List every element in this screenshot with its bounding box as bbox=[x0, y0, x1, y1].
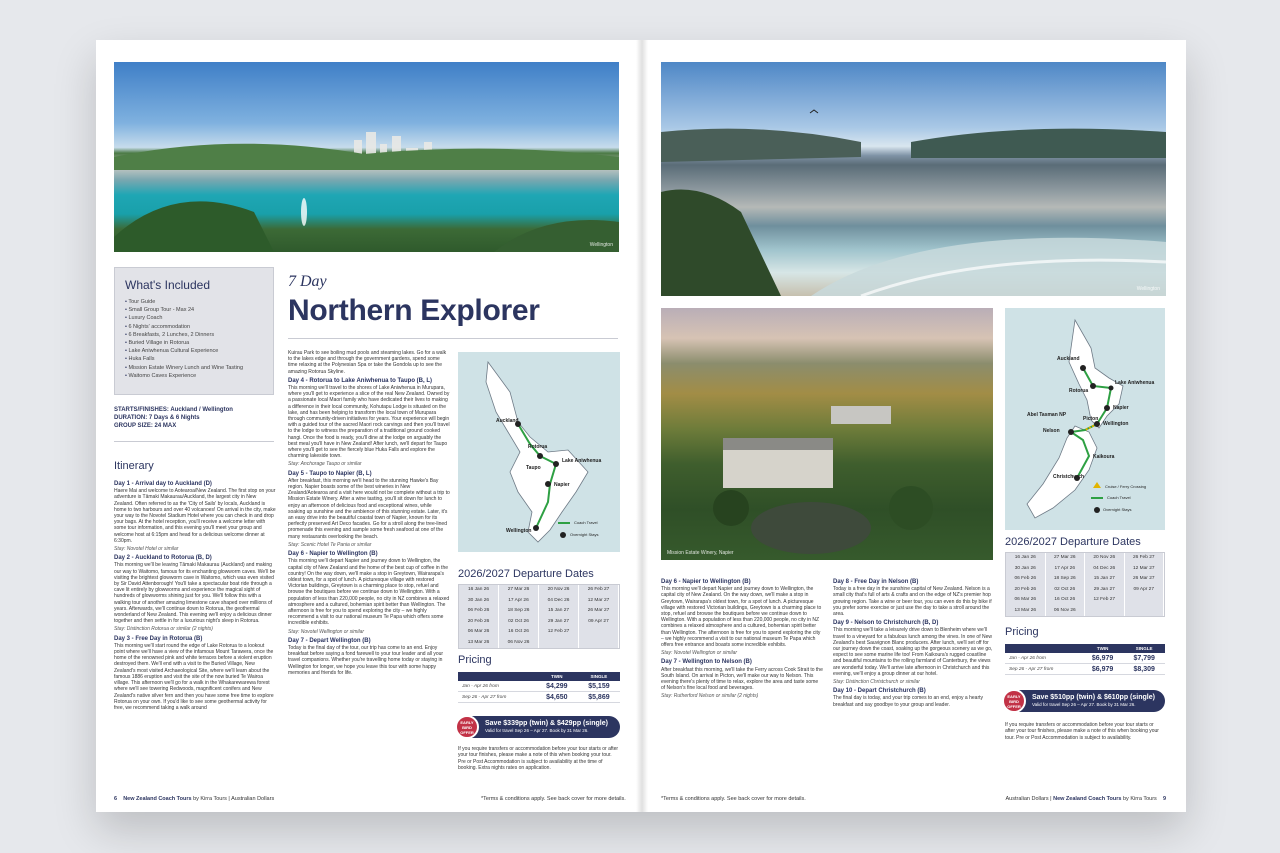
itinerary-column-2 bbox=[288, 350, 450, 780]
departure-date: 20 Feb 26 bbox=[1006, 585, 1046, 596]
itinerary-column-1 bbox=[114, 478, 276, 778]
whats-included-box bbox=[114, 267, 274, 395]
pricing-cell: $7,799 bbox=[1133, 654, 1155, 662]
day-3-continued: Kuirau Park to see boiling mud pools and steaming lakes. Go for a walk to the lakes edge and through the government gardens, spend some time relaxing at the Polynesian Spa or take the Gondola up to see the amazing Rotorua Skyline. bbox=[288, 350, 447, 375]
pricing-header bbox=[1005, 644, 1165, 653]
departure-date: 09 Apr 27 bbox=[1125, 585, 1165, 596]
page-number: 9 bbox=[1162, 796, 1166, 802]
terms-right: *Terms & conditions apply. See back cover for more details. bbox=[661, 796, 806, 802]
day-10-heading: Day 10 - Depart Christchurch (B) bbox=[833, 688, 926, 695]
departure-dates-title: 2026/2027 Departure Dates bbox=[458, 568, 594, 580]
early-bird-badge: EARLY BIRD OFFER bbox=[455, 715, 479, 739]
day-6-text: This morning we'll depart Napier and journey down to Wellington, the capital city of New Zealand and the home of the best cup of coffee in the country! On the way down, we'll make a stop in Greytown, Wairarapa's oldest town, for a spot of lunch. A picturesque village with restored Victorian buildings, Greytown is a charming place to stop, refuel and browse the boutiques before we continue down to Wellington. With a population of less than 220,000 people, no city in NZ combines a relaxed atmosphere and a cultured, bohemian spirit better than Wellington. The afternoon is free for you to spend exploring the city – we highly recommend a visit to our national museum Te Papa which offers some incredible exhibits. bbox=[288, 558, 450, 627]
footer-by: by Kirra Tours bbox=[1122, 796, 1157, 802]
footer-currency: Australian Dollars bbox=[1005, 796, 1049, 802]
day-7-heading: Day 7 - Wellington to Nelson (B) bbox=[661, 659, 752, 666]
day-9-stay: Stay: Distinction Christchurch or similar bbox=[833, 679, 920, 686]
pricing-row bbox=[1005, 664, 1165, 675]
map-label-lake: Lake Aniwhenua bbox=[562, 458, 602, 464]
day-5-heading: Day 5 - Taupo to Napier (B, L) bbox=[288, 470, 372, 477]
departure-date: 16 Jan 26 bbox=[459, 585, 499, 596]
day-7-text: After breakfast this morning, we'll take the Ferry across Cook Strait to the South Island. On arrival in Picton, we'll make our way to Nelson. This evening there's plenty of time to relax, explore the area and taste some of Nelson's fine local food and beverages. bbox=[661, 666, 823, 692]
tour-facts bbox=[114, 406, 274, 430]
day-10-text: The final day is today, and your trip comes to an end, enjoy a hearty breakfast and say goodbye to your group and leader. bbox=[833, 695, 983, 708]
wellington-coast-photo bbox=[661, 62, 1166, 296]
departure-date: 06 Nov 26 bbox=[1046, 606, 1086, 617]
included-item: • Buried Village in Rotorua bbox=[125, 339, 243, 347]
departure-date: 30 Jan 26 bbox=[1006, 564, 1046, 575]
map-label-lake: Lake Aniwhenua bbox=[1115, 380, 1155, 386]
coast-shape bbox=[661, 62, 1166, 296]
departure-date: 06 Nov 26 bbox=[499, 638, 539, 649]
included-item: • Tour Guide bbox=[125, 298, 243, 306]
departure-date: 27 Mar 26 bbox=[499, 585, 539, 596]
departure-date: 02 Oct 26 bbox=[499, 617, 539, 628]
legend-ferry: Cruise / Ferry Crossing bbox=[1105, 484, 1147, 489]
day-6-heading: Day 6 - Napier to Wellington (B) bbox=[661, 579, 751, 585]
departure-date: 26 Feb 27 bbox=[1125, 553, 1165, 564]
departure-date: 18 Sep 26 bbox=[499, 606, 539, 617]
legend-coach: Coach Travel bbox=[574, 520, 598, 525]
pricing-cell: Sep 26 - Apr 27 from bbox=[1009, 666, 1054, 672]
day-6-stay: Stay: Novotel Wellington or similar bbox=[661, 650, 738, 657]
map-label-rotorua: Rotorua bbox=[528, 444, 548, 450]
day-6-stay: Stay: Novotel Wellington or similar bbox=[288, 628, 365, 635]
pricing-cell: $6,979 bbox=[1091, 665, 1114, 673]
pricing-cell: Jan - Apr 26 from bbox=[1009, 655, 1046, 661]
map-label-napier: Napier bbox=[554, 482, 570, 488]
new-zealand-route-map bbox=[1005, 308, 1165, 530]
save-validity: Valid for travel Sep 26 – Apr 27. Book by 31 Mar 26. bbox=[1032, 702, 1136, 707]
day-1-text: Haere Mai and welcome to Aotearoa/New Zealand. The first stop on your adventure is Tāmaki Makaurau/Auckland, the largest city in New Zealand. Often referred to as the 'City of Sails' by locals, Auckland is home to two harbours and over 40 volcanoes! On arrival in the city, make your way to the Novotel Stadium Hotel where you can check in and drop your bags. At the hotel reception, you'll receive a welcome letter with some tour information, and this evening you'll meet your group and welcome host at 6:15pm and head for a delicious welcome dinner at 6:30pm. bbox=[114, 488, 276, 544]
early-bird-badge: EARLY BIRD OFFER bbox=[1002, 689, 1026, 713]
winery-caption: Mission Estate Winery, Napier bbox=[667, 550, 734, 556]
pricing-cell: $4,299 bbox=[546, 682, 568, 690]
day-9-heading: Day 9 - Nelson to Christchurch (B, D) bbox=[833, 620, 939, 627]
pricing-cell: SINGLE bbox=[590, 674, 608, 679]
footer-brand: New Zealand Coach Tours bbox=[1053, 796, 1122, 802]
departure-date: 13 Mar 26 bbox=[1006, 606, 1046, 617]
departure-date bbox=[1125, 595, 1165, 606]
departure-date: 26 Feb 27 bbox=[579, 585, 619, 596]
winery-aerial-photo bbox=[661, 308, 993, 560]
departure-date: 17 Apr 26 bbox=[1046, 564, 1086, 575]
day-9-text: This morning we'll take a leisurely drive down to Blenheim where we'll travel to a vineyard for a fabulous lunch among the vines. In one of New Zealand's best Sauvignon Blanc producers. After lunch, we'll set off for our journey down the coast, soaking up the gorgeous scenery as we go, expect to see some marine life too! From Kaikoura's rugged coastline and beautiful mountains to the rolling farmland of Canterbury, the views are wonderful today. We'll arrive late afternoon in Christchurch and this evening, we'll enjoy a group dinner at our hotel. bbox=[833, 627, 993, 677]
departure-date: 12 Feb 27 bbox=[539, 627, 579, 638]
pricing-table bbox=[458, 672, 620, 703]
included-item: • Small Group Tour - Max 24 bbox=[125, 306, 243, 314]
departure-dates-title: 2026/2027 Departure Dates bbox=[1005, 536, 1141, 548]
transfers-note: If you require transfers or accommodation before your tour starts or after your tour finishes, please make a note of this when booking your tour. Pre or Post Accommodation is subject to availability. bbox=[1005, 722, 1159, 741]
day-7-heading: Day 7 - Depart Wellington (B) bbox=[288, 637, 371, 644]
day-7-text: Today is the final day of the tour, our trip has come to an end. Enjoy breakfast before saying a fond farewell to your tour leader and all your travel companions. Whether you're travelling home today or staying in Wellington for longer, we hope you leave this tour with some happy memories and friends for life. bbox=[288, 644, 444, 676]
departure-date: 06 Feb 26 bbox=[1006, 574, 1046, 585]
departure-date bbox=[1125, 606, 1165, 617]
departure-date: 27 Mar 26 bbox=[1046, 553, 1086, 564]
departure-date bbox=[539, 638, 579, 649]
included-item: • Luxury Coach bbox=[125, 314, 243, 322]
day-6-text: This morning we'll depart Napier and journey down to Wellington, the capital city of New Zealand. On the way down, we'll make a stop in Greytown, Wairarapa's oldest town, for a spot of lunch. A picturesque village with restored Victorian buildings, Greytown is a charming place to stop, refuel and browse the boutiques before we continue down to Wellington. With a population of less than 220,000 people, no city in NZ combines a relaxed atmosphere and a cultured, bohemian spirit better than Wellington. The afternoon is free for you to spend exploring the city – we highly recommend a visit to our national museum Te Papa which offers free entrance and boasts some incredible exhibits. bbox=[661, 586, 822, 649]
pricing-title: Pricing bbox=[458, 654, 492, 666]
pricing-row bbox=[458, 681, 620, 692]
footer-brand: New Zealand Coach Tours bbox=[123, 796, 192, 802]
day-3-heading: Day 3 - Free Day in Rotorua (B) bbox=[114, 635, 203, 642]
departure-date: 02 Oct 26 bbox=[1046, 585, 1086, 596]
day-4-text: This morning we'll travel to the shores of Lake Aniwhenua in Murupara, where you'll get to experience a slice of the real New Zealand. Owned by a passionate local Maori family who have dedicated their lives to making a difference in their local community, Kohutapu Lodge is situated on the lake, and has been helping to transform the local town of Murupara through community-driven initiatives for years. Your experience will begin with a guided tour of the sacred Maori rock carvings and then you'll travel to the lodge to witness the preparation of a traditional ground cooked hangi. Once the food is ready, you'll dine at the lodge on arguably the best meal you'll have in New Zealand! After lunch, we'll depart for Taupo where you'll get to see the fiercely blue Huka Falls and explore the charming lakeside town. bbox=[288, 385, 450, 460]
north-island-route-map bbox=[458, 352, 620, 552]
map-label-christchurch: Christchurch bbox=[1053, 474, 1085, 480]
day-8-text: Today is a free day in the sunshine capital of New Zealand. Nelson is a small city that's full of arts & crafts and on the edge of NZ's premier hop growing region. Take a wine or beer tour, you can even do this by bike if you prefer some exercise or just use the day to take a stroll around the area. bbox=[833, 586, 992, 618]
brochure-spread bbox=[96, 40, 1186, 812]
map-label-auckland: Auckland bbox=[496, 418, 519, 424]
wellington-harbour-photo bbox=[114, 62, 619, 252]
legend-coach: Coach Travel bbox=[1107, 495, 1131, 500]
pricing-row bbox=[458, 692, 620, 703]
included-item: • Huka Falls bbox=[125, 355, 243, 363]
spine-shadow bbox=[636, 40, 648, 812]
pricing-cell: $8,309 bbox=[1133, 665, 1155, 673]
departure-date: 12 Mar 27 bbox=[1125, 564, 1165, 575]
map-label-rotorua: Rotorua bbox=[1069, 388, 1089, 394]
transfers-note: If you require transfers or accommodation before your tour starts or after your tour finishes, please make a note of this when booking your tour. Pre or Post Accommodation is subject to availability at the time of booking. Extra nights rates on application. bbox=[458, 746, 619, 771]
departure-date: 06 Feb 26 bbox=[459, 606, 499, 617]
departure-date bbox=[579, 627, 619, 638]
departure-date: 20 Nov 26 bbox=[539, 585, 579, 596]
departure-date: 06 Mar 26 bbox=[459, 627, 499, 638]
footer-currency: Australian Dollars bbox=[231, 796, 275, 802]
departure-dates-grid bbox=[1005, 552, 1165, 617]
departure-dates-grid bbox=[458, 584, 620, 649]
pricing-header bbox=[458, 672, 620, 681]
pricing-row bbox=[1005, 653, 1165, 664]
departure-date: 04 Dec 26 bbox=[539, 596, 579, 607]
day-4-stay: Stay: Anchorage Taupo or similar bbox=[288, 461, 362, 468]
tour-duration-title: 7 Day bbox=[288, 273, 327, 290]
city-skyline-shape bbox=[114, 62, 619, 252]
left-page bbox=[96, 40, 641, 812]
pricing-cell: $5,869 bbox=[588, 693, 610, 701]
day-2-heading: Day 2 - Auckland to Rotorua (B, D) bbox=[114, 555, 212, 562]
pricing-cell: $6,979 bbox=[1091, 654, 1114, 662]
map-label-auckland: Auckland bbox=[1057, 356, 1080, 362]
save-text: Save $339pp (twin) & $429pp (single) bbox=[485, 720, 608, 727]
departure-date bbox=[579, 638, 619, 649]
included-item: • Mission Estate Winery Lunch and Wine Tasting bbox=[125, 364, 243, 372]
map-label-abel-tasman: Abel Tasman NP bbox=[1027, 412, 1067, 418]
day-5-stay: Stay: Scenic Hotel Te Pania or similar bbox=[288, 541, 372, 548]
terms-left: *Terms & conditions apply. See back cover for more details. bbox=[481, 796, 626, 802]
departure-date: 20 Feb 26 bbox=[459, 617, 499, 628]
departure-date: 13 Mar 26 bbox=[459, 638, 499, 649]
departure-date: 18 Sep 26 bbox=[1046, 574, 1086, 585]
departure-date: 12 Mar 27 bbox=[579, 596, 619, 607]
coast-caption: Wellington bbox=[1136, 286, 1160, 292]
departure-date: 30 Jan 26 bbox=[459, 596, 499, 607]
departure-date: 17 Apr 26 bbox=[499, 596, 539, 607]
day-2-text: This morning we'll be leaving Tāmaki Makaurau (Auckland) and making our way to Waitomo, famous for its enchanting glowworm caves. We'll be visiting the brightest glowworm cave in Waitomo, which was even visited by Sir David Attenborough! You'll take a spectacular boat ride through a cave lit entirely by glowworms and experience the magical sight of hundreds of glowworms shining just for you. We'll follow this with a walking tour of another amazing limestone cave shaped over millions of years. Afterwards, we'll continue down to Rotorua, the geothermal wonderland of New Zealand. This evening we'll enjoy a delicious dinner together and then settle in for a luxurious night's sleep in Rotorua. bbox=[114, 562, 276, 625]
early-bird-banner bbox=[1005, 690, 1165, 712]
departure-date: 04 Dec 26 bbox=[1085, 564, 1125, 575]
pricing-table bbox=[1005, 644, 1165, 675]
departure-date: 20 Nov 26 bbox=[1085, 553, 1125, 564]
pricing-cell: $4,650 bbox=[546, 693, 568, 701]
map-label-kaikoura: Kaikoura bbox=[1093, 454, 1115, 460]
itinerary-heading: Itinerary bbox=[114, 460, 154, 472]
legend-stays: Overnight Stays bbox=[1103, 507, 1132, 512]
map-label-wellington: Wellington bbox=[1103, 421, 1129, 427]
day-4-heading: Day 4 - Rotorua to Lake Aniwhenua to Taupo (B, L) bbox=[288, 377, 433, 384]
legend-stays: Overnight Stays bbox=[570, 532, 599, 537]
map-label-napier: Napier bbox=[1113, 405, 1129, 411]
duration: DURATION: 7 Days & 6 Nights bbox=[114, 415, 200, 421]
included-item: • 6 Nights' accommodation bbox=[125, 323, 243, 331]
departure-date: 16 Oct 26 bbox=[1046, 595, 1086, 606]
footer-by: by Kirra Tours bbox=[193, 796, 227, 802]
departure-date: 26 Mar 27 bbox=[1125, 574, 1165, 585]
day-2-stay: Stay: Distinction Rotorua or similar (2 nights) bbox=[114, 626, 213, 633]
group-size: GROUP SIZE: 24 MAX bbox=[114, 423, 177, 429]
departure-date: 06 Mar 26 bbox=[1006, 595, 1046, 606]
whats-included-title: What's Included bbox=[125, 278, 211, 292]
day-5-text: After breakfast, this morning we'll head to the stunning Hawke's Bay region. Napier boasts some of the best wineries in New Zealand/Aotearoa and a visit here would not be complete without a trip to Mission Estate Winery. After a wine tasting, you'll sit down for lunch to enjoy an afternoon of delicious food and exceptional wines, while soaking up sunshine and the ambience of this stunning estate. Later, it's an easy drive into the beautiful coastal town of Napier, known for its perfectly preserved Art Deco facades. Go for a stroll along the tree-lined promenade this evening and sample some fresh seafood at one of the many restaurants overlooking the beach. bbox=[288, 477, 450, 540]
footer-left: 6 New Zealand Coach Tours by Kirra Tours | Australian Dollars bbox=[114, 796, 275, 802]
map-label-wellington: Wellington bbox=[506, 528, 532, 534]
whats-included-list bbox=[125, 298, 243, 380]
pricing-cell: TWIN bbox=[551, 674, 563, 679]
map-label-nelson: Nelson bbox=[1043, 428, 1060, 434]
day-6-heading: Day 6 - Napier to Wellington (B) bbox=[288, 551, 378, 558]
day-1-heading: Day 1 - Arrival day to Auckland (D) bbox=[114, 481, 212, 487]
footer-right: Australian Dollars | New Zealand Coach Tours by Kirra Tours 9 bbox=[1005, 796, 1166, 802]
day-8-heading: Day 8 - Free Day in Nelson (B) bbox=[833, 579, 919, 585]
title-rule bbox=[288, 338, 618, 339]
departure-date: 09 Apr 27 bbox=[579, 617, 619, 628]
winery-shape bbox=[661, 308, 993, 560]
included-item: • Lake Aniwhenua Cultural Experience bbox=[125, 347, 243, 355]
hero-caption: Wellington bbox=[589, 242, 613, 248]
divider bbox=[114, 441, 274, 442]
page-number: 6 bbox=[114, 796, 118, 802]
departure-date: 16 Jan 26 bbox=[1006, 553, 1046, 564]
departure-date: 15 Jan 27 bbox=[539, 606, 579, 617]
day-3-text: This morning we'll start round the edge of Lake Rotorua to a lookout point where we'll have a view of the infamous Mount Tarawera, once the home of the renowned pink and white terraces before a violent eruption destroyed them. We'll end with a visit to the Buried Village, New Zealand's most visited Archaeological Site, where we'll learn about the famous 1886 eruption and visit the site of the now buried Te Wairoa village. This afternoon we'll go for a walk in the Whakarewarewa forest where we'll see towering Redwoods, magnificent conifers and New Zealand's native silver fern and then you have some free time to explore Rotorua on your own. If you'd like to see some geothermal activity for free, we recommend taking a walk around bbox=[114, 642, 274, 711]
pricing-title: Pricing bbox=[1005, 626, 1039, 638]
starts-finishes: STARTS/FINISHES: Auckland / Wellington bbox=[114, 407, 233, 413]
right-page bbox=[641, 40, 1186, 812]
itinerary-column-3 bbox=[661, 576, 823, 776]
day-1-stay: Stay: Novotel Hotel or similar bbox=[114, 546, 179, 553]
pricing-cell: TWIN bbox=[1096, 646, 1109, 651]
early-bird-banner bbox=[458, 716, 620, 738]
included-item: • 6 Breakfasts, 2 Lunches, 2 Dinners bbox=[125, 331, 243, 339]
map-label-picton: Picton bbox=[1083, 416, 1099, 422]
departure-date: 29 Jan 27 bbox=[1085, 585, 1125, 596]
tour-title: Northern Explorer bbox=[288, 294, 540, 327]
departure-date: 12 Feb 27 bbox=[1085, 595, 1125, 606]
departure-date: 15 Jan 27 bbox=[1085, 574, 1125, 585]
pricing-cell: $5,159 bbox=[588, 682, 610, 690]
departure-date: 29 Jan 27 bbox=[539, 617, 579, 628]
itinerary-column-4 bbox=[833, 576, 993, 776]
pricing-cell: SINGLE bbox=[1135, 646, 1153, 651]
departure-date bbox=[1085, 606, 1125, 617]
save-text: Save $510pp (twin) & $610pp (single) bbox=[1032, 694, 1155, 701]
included-item: • Waitomo Caves Experience bbox=[125, 372, 243, 380]
day-7-stay: Stay: Rutherford Nelson or similar (2 nights) bbox=[661, 693, 759, 700]
save-validity: Valid for travel Sep 26 – Apr 27. Book by 31 Mar 26. bbox=[485, 728, 589, 733]
pricing-cell: Sep 26 - Apr 27 from bbox=[462, 694, 507, 700]
departure-date: 16 Oct 26 bbox=[499, 627, 539, 638]
departure-date: 26 Mar 27 bbox=[579, 606, 619, 617]
pricing-cell: Jan - Apr 26 from bbox=[462, 683, 499, 689]
map-label-taupo: Taupo bbox=[526, 465, 541, 471]
